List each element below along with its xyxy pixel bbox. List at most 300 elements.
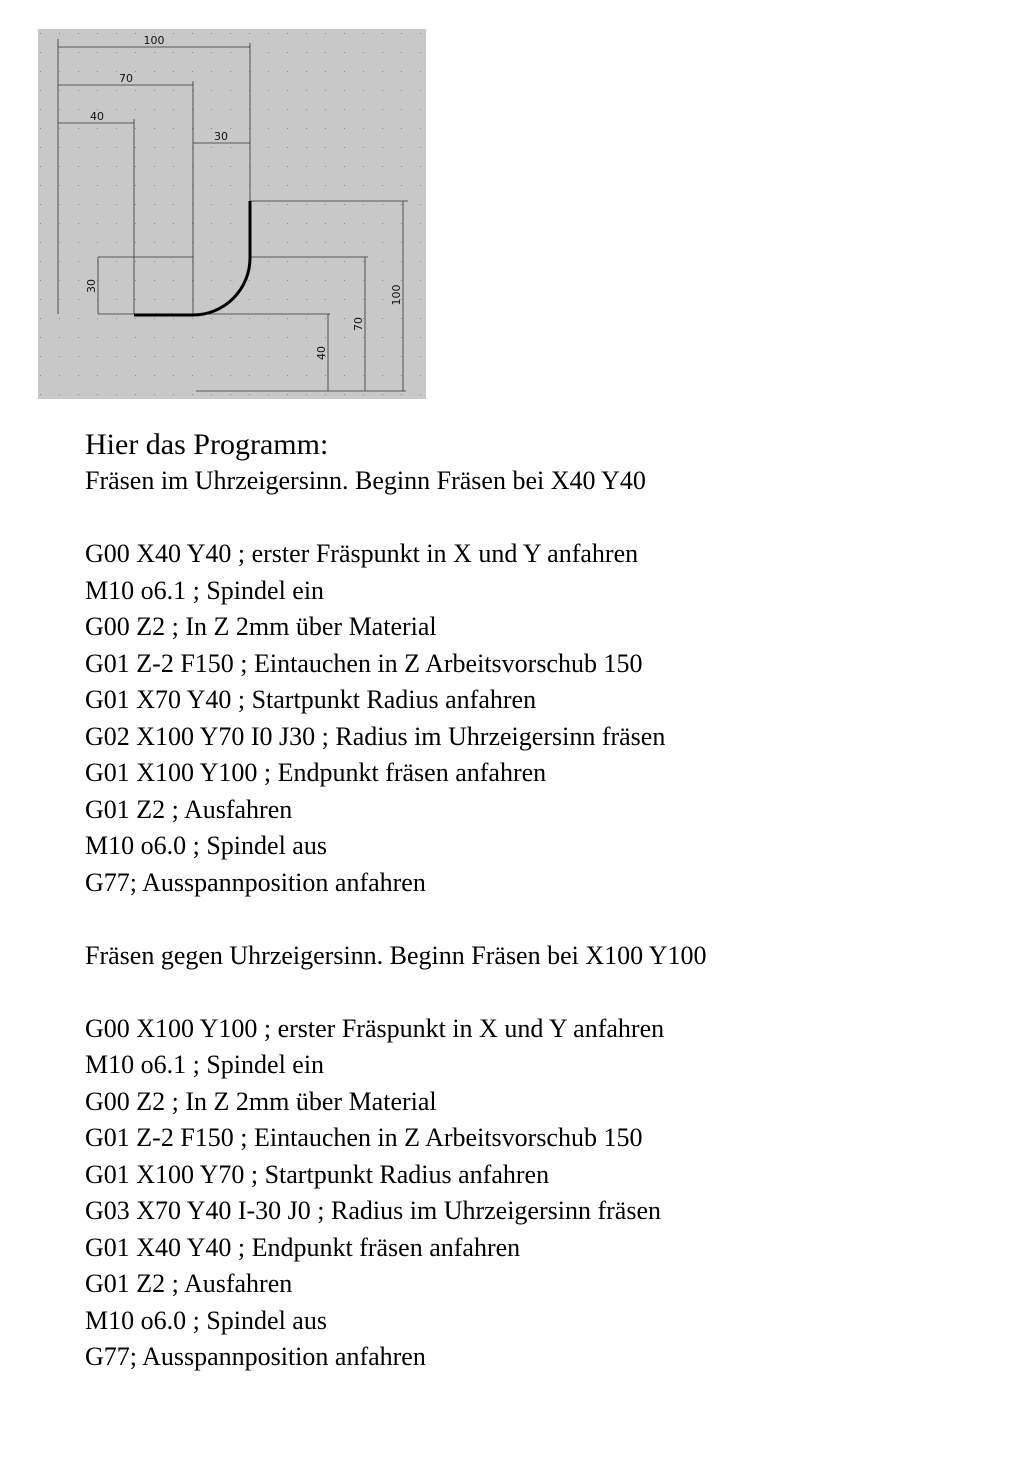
grid-dot bbox=[40, 356, 41, 357]
grid-dot bbox=[306, 299, 307, 300]
grid-dot bbox=[230, 90, 231, 91]
grid-dot bbox=[268, 128, 269, 129]
grid-dot bbox=[268, 299, 269, 300]
grid-dot bbox=[154, 166, 155, 167]
grid-dot bbox=[154, 318, 155, 319]
grid-dot bbox=[59, 375, 60, 376]
grid-dot bbox=[287, 90, 288, 91]
grid-dot bbox=[325, 52, 326, 53]
grid-dot bbox=[59, 242, 60, 243]
grid-dot bbox=[173, 261, 174, 262]
grid-dot bbox=[116, 375, 117, 376]
grid-dot bbox=[135, 166, 136, 167]
grid-dot bbox=[135, 128, 136, 129]
grid-dot bbox=[59, 394, 60, 395]
grid-dot bbox=[401, 261, 402, 262]
grid-dot bbox=[249, 337, 250, 338]
grid-dot bbox=[230, 242, 231, 243]
grid-dot bbox=[173, 356, 174, 357]
grid-dot bbox=[230, 128, 231, 129]
grid-dot bbox=[306, 33, 307, 34]
grid-dot bbox=[192, 71, 193, 72]
grid-dot bbox=[306, 337, 307, 338]
grid-dot bbox=[173, 375, 174, 376]
grid-dot bbox=[420, 52, 421, 53]
grid-dot bbox=[382, 261, 383, 262]
grid-dot bbox=[363, 394, 364, 395]
grid-dot bbox=[211, 394, 212, 395]
grid-dot bbox=[40, 71, 41, 72]
grid-dot bbox=[40, 204, 41, 205]
grid-dot bbox=[135, 147, 136, 148]
grid-dot bbox=[287, 128, 288, 129]
grid-dot bbox=[249, 318, 250, 319]
grid-dot bbox=[325, 280, 326, 281]
grid-dot bbox=[420, 375, 421, 376]
grid-dot bbox=[135, 204, 136, 205]
grid-dot bbox=[154, 223, 155, 224]
grid-dot bbox=[116, 337, 117, 338]
grid-dot bbox=[325, 318, 326, 319]
grid-dot bbox=[116, 90, 117, 91]
grid-dot bbox=[59, 356, 60, 357]
grid-dot bbox=[287, 375, 288, 376]
grid-dot bbox=[287, 166, 288, 167]
grid-dot bbox=[173, 52, 174, 53]
grid-dot bbox=[287, 223, 288, 224]
grid-dot bbox=[135, 242, 136, 243]
grid-dot bbox=[325, 337, 326, 338]
grid-dot bbox=[420, 223, 421, 224]
grid-dot bbox=[420, 280, 421, 281]
grid-dot bbox=[344, 33, 345, 34]
grid-dot bbox=[249, 280, 250, 281]
grid-dot bbox=[363, 33, 364, 34]
grid-dot bbox=[363, 337, 364, 338]
grid-dot bbox=[344, 299, 345, 300]
grid-dot bbox=[154, 185, 155, 186]
grid-dot bbox=[363, 52, 364, 53]
grid-dot bbox=[173, 242, 174, 243]
grid-dot bbox=[135, 261, 136, 262]
grid-dot bbox=[135, 90, 136, 91]
tool-path bbox=[134, 201, 250, 315]
grid-dot bbox=[135, 71, 136, 72]
grid-dot bbox=[211, 52, 212, 53]
grid-dot bbox=[78, 261, 79, 262]
grid-dot bbox=[344, 128, 345, 129]
grid-dot bbox=[287, 356, 288, 357]
grid-dot bbox=[230, 223, 231, 224]
grid-dot bbox=[116, 356, 117, 357]
grid-dot bbox=[287, 394, 288, 395]
section1-title: Fräsen im Uhrzeigersinn. Beginn Fräsen bei X40 Y40 bbox=[85, 466, 646, 495]
grid-dot bbox=[173, 128, 174, 129]
grid-dot bbox=[401, 318, 402, 319]
grid-dot bbox=[268, 394, 269, 395]
code-line: G77; Ausspannposition anfahren bbox=[85, 867, 426, 897]
grid-dot bbox=[78, 166, 79, 167]
grid-dot bbox=[78, 52, 79, 53]
grid-dot bbox=[382, 318, 383, 319]
grid-dot bbox=[382, 185, 383, 186]
grid-dot bbox=[230, 33, 231, 34]
grid-dot bbox=[40, 33, 41, 34]
grid-dot bbox=[97, 71, 98, 72]
grid-dot bbox=[287, 71, 288, 72]
grid-dot bbox=[173, 337, 174, 338]
grid-dot bbox=[192, 52, 193, 53]
grid-dot bbox=[382, 299, 383, 300]
grid-dot bbox=[306, 280, 307, 281]
grid-dot bbox=[268, 242, 269, 243]
grid-dot bbox=[344, 375, 345, 376]
grid-dot bbox=[230, 375, 231, 376]
grid-dot bbox=[344, 147, 345, 148]
grid-dot bbox=[78, 223, 79, 224]
grid-dots bbox=[40, 33, 421, 395]
grid-dot bbox=[344, 185, 345, 186]
grid-dot bbox=[287, 261, 288, 262]
grid-dot bbox=[59, 204, 60, 205]
grid-dot bbox=[344, 337, 345, 338]
code-line: M10 o6.0 ; Spindel aus bbox=[85, 1305, 327, 1335]
grid-dot bbox=[59, 33, 60, 34]
grid-dot bbox=[306, 394, 307, 395]
grid-dot bbox=[116, 166, 117, 167]
grid-dot bbox=[192, 375, 193, 376]
grid-dot bbox=[325, 375, 326, 376]
grid-dot bbox=[230, 356, 231, 357]
grid-dot bbox=[135, 394, 136, 395]
grid-dot bbox=[344, 109, 345, 110]
grid-dot bbox=[363, 147, 364, 148]
grid-dot bbox=[78, 128, 79, 129]
grid-dot bbox=[401, 356, 402, 357]
grid-dot bbox=[230, 394, 231, 395]
grid-dot bbox=[363, 223, 364, 224]
code-line: G01 Z2 ; Ausfahren bbox=[85, 1269, 293, 1298]
grid-dot bbox=[382, 128, 383, 129]
code-line: G01 Z-2 F150 ; Eintauchen in Z Arbeitsvorschub 150 bbox=[85, 648, 643, 678]
grid-dot bbox=[173, 280, 174, 281]
grid-dot bbox=[420, 109, 421, 110]
grid-dot bbox=[268, 337, 269, 338]
grid-dot bbox=[382, 337, 383, 338]
grid-dot bbox=[401, 337, 402, 338]
grid-dot bbox=[344, 223, 345, 224]
grid-dot bbox=[363, 166, 364, 167]
grid-dot bbox=[154, 71, 155, 72]
grid-dot bbox=[249, 356, 250, 357]
grid-dot bbox=[344, 394, 345, 395]
grid-dot bbox=[268, 261, 269, 262]
grid-dot bbox=[401, 90, 402, 91]
grid-dot bbox=[78, 280, 79, 281]
grid-dot bbox=[135, 318, 136, 319]
grid-dot bbox=[268, 52, 269, 53]
grid-dot bbox=[211, 318, 212, 319]
code-line: M10 o6.1 ; Spindel ein bbox=[85, 1050, 325, 1079]
grid-dot bbox=[230, 185, 231, 186]
grid-dot bbox=[287, 299, 288, 300]
grid-dot bbox=[40, 147, 41, 148]
grid-dot bbox=[40, 242, 41, 243]
grid-dot bbox=[154, 128, 155, 129]
code-line: G00 X100 Y100 ; erster Fräspunkt in X und Y anfahren bbox=[85, 1013, 665, 1043]
grid-dot bbox=[40, 185, 41, 186]
grid-dot bbox=[154, 375, 155, 376]
grid-dot bbox=[344, 90, 345, 91]
code-line: G01 X40 Y40 ; Endpunkt fräsen anfahren bbox=[85, 1232, 521, 1262]
grid-dot bbox=[59, 166, 60, 167]
code-line: G00 Z2 ; In Z 2mm über Material bbox=[85, 612, 437, 641]
grid-dot bbox=[363, 128, 364, 129]
grid-dot bbox=[192, 356, 193, 357]
grid-dot bbox=[78, 318, 79, 319]
grid-dot bbox=[249, 375, 250, 376]
grid-dot bbox=[78, 33, 79, 34]
grid-dot bbox=[344, 71, 345, 72]
grid-dot bbox=[116, 261, 117, 262]
grid-dot bbox=[401, 280, 402, 281]
grid-dot bbox=[211, 356, 212, 357]
grid-dot bbox=[116, 185, 117, 186]
grid-dot bbox=[382, 223, 383, 224]
grid-dot bbox=[173, 33, 174, 34]
grid-dot bbox=[78, 71, 79, 72]
grid-dot bbox=[59, 128, 60, 129]
grid-dot bbox=[59, 299, 60, 300]
grid-dot bbox=[40, 128, 41, 129]
grid-dot bbox=[306, 71, 307, 72]
grid-dot bbox=[287, 147, 288, 148]
grid-dot bbox=[230, 204, 231, 205]
grid-dot bbox=[325, 242, 326, 243]
grid-dot bbox=[97, 166, 98, 167]
grid-dot bbox=[173, 109, 174, 110]
grid-dot bbox=[268, 204, 269, 205]
grid-dot bbox=[97, 375, 98, 376]
grid-dot bbox=[230, 318, 231, 319]
code-line: G03 X70 Y40 I-30 J0 ; Radius im Uhrzeigersinn fräsen bbox=[85, 1196, 661, 1225]
grid-dot bbox=[97, 52, 98, 53]
dim-label-40-top: 40 bbox=[90, 110, 104, 123]
grid-dot bbox=[249, 299, 250, 300]
grid-dot bbox=[420, 337, 421, 338]
grid-dot bbox=[78, 375, 79, 376]
grid-dot bbox=[363, 299, 364, 300]
code-line: G00 X40 Y40 ; erster Fräspunkt in X und Y anfahren bbox=[85, 539, 639, 568]
grid-dot bbox=[325, 166, 326, 167]
grid-dot bbox=[382, 280, 383, 281]
grid-dot bbox=[363, 204, 364, 205]
grid-dot bbox=[154, 356, 155, 357]
grid-dot bbox=[401, 166, 402, 167]
code-line: M10 o6.1 ; Spindel ein bbox=[85, 575, 325, 605]
grid-dot bbox=[40, 261, 41, 262]
grid-dot bbox=[344, 356, 345, 357]
grid-dot bbox=[401, 185, 402, 186]
cad-drawing bbox=[38, 29, 426, 399]
grid-dot bbox=[268, 185, 269, 186]
grid-dot bbox=[287, 185, 288, 186]
grid-dot bbox=[230, 71, 231, 72]
program-heading: Hier das Programm: bbox=[85, 428, 329, 461]
dim-label-30-left: 30 bbox=[85, 279, 98, 293]
grid-dot bbox=[401, 71, 402, 72]
grid-dot bbox=[325, 109, 326, 110]
grid-dot bbox=[401, 128, 402, 129]
grid-dot bbox=[211, 337, 212, 338]
grid-dot bbox=[40, 337, 41, 338]
grid-dot bbox=[78, 109, 79, 110]
grid-dot bbox=[116, 394, 117, 395]
grid-dot bbox=[325, 128, 326, 129]
grid-dot bbox=[420, 71, 421, 72]
grid-dot bbox=[40, 318, 41, 319]
grid-dot bbox=[420, 185, 421, 186]
grid-dot bbox=[97, 204, 98, 205]
grid-dot bbox=[287, 52, 288, 53]
grid-dot bbox=[173, 90, 174, 91]
grid-dot bbox=[211, 242, 212, 243]
grid-dot bbox=[211, 204, 212, 205]
grid-dot bbox=[287, 33, 288, 34]
code-line: G01 X70 Y40 ; Startpunkt Radius anfahren bbox=[85, 685, 537, 714]
grid-dot bbox=[59, 337, 60, 338]
grid-dot bbox=[325, 299, 326, 300]
grid-dot bbox=[249, 394, 250, 395]
grid-dot bbox=[344, 52, 345, 53]
grid-dot bbox=[211, 375, 212, 376]
dim-label-100-top: 100 bbox=[143, 34, 165, 47]
grid-dot bbox=[344, 242, 345, 243]
grid-dot bbox=[97, 90, 98, 91]
grid-dot bbox=[135, 337, 136, 338]
grid-dot bbox=[344, 280, 345, 281]
grid-dot bbox=[363, 356, 364, 357]
grid-dot bbox=[78, 147, 79, 148]
grid-dot bbox=[382, 52, 383, 53]
grid-dot bbox=[173, 204, 174, 205]
grid-dot bbox=[382, 109, 383, 110]
grid-dot bbox=[116, 33, 117, 34]
code-line: G01 Z-2 F150 ; Eintauchen in Z Arbeitsvorschub 150 bbox=[85, 1123, 643, 1152]
code-line: G01 Z2 ; Ausfahren bbox=[85, 794, 293, 824]
grid-dot bbox=[325, 204, 326, 205]
grid-dot bbox=[363, 90, 364, 91]
grid-dot bbox=[192, 318, 193, 319]
grid-dot bbox=[59, 90, 60, 91]
grid-dot bbox=[306, 223, 307, 224]
grid-dot bbox=[97, 356, 98, 357]
grid-dot bbox=[135, 299, 136, 300]
grid-dot bbox=[135, 185, 136, 186]
grid-dot bbox=[306, 204, 307, 205]
grid-dot bbox=[211, 299, 212, 300]
grid-dot bbox=[116, 71, 117, 72]
grid-dot bbox=[154, 109, 155, 110]
grid-dot bbox=[287, 204, 288, 205]
section2-title: Fräsen gegen Uhrzeigersinn. Beginn Fräsen bei X100 Y100 bbox=[85, 940, 707, 970]
section1-code bbox=[85, 536, 985, 901]
grid-dot bbox=[116, 318, 117, 319]
grid-dot bbox=[154, 242, 155, 243]
grid-dot bbox=[173, 318, 174, 319]
grid-dot bbox=[97, 223, 98, 224]
grid-dot bbox=[192, 33, 193, 34]
grid-dot bbox=[173, 71, 174, 72]
grid-dot bbox=[420, 204, 421, 205]
spacer bbox=[85, 500, 985, 537]
grid-dot bbox=[59, 71, 60, 72]
grid-dot bbox=[287, 318, 288, 319]
grid-dot bbox=[249, 33, 250, 34]
grid-dot bbox=[78, 90, 79, 91]
grid-dot bbox=[325, 394, 326, 395]
code-line: G00 Z2 ; In Z 2mm über Material bbox=[85, 1086, 437, 1116]
grid-dot bbox=[306, 242, 307, 243]
grid-dot bbox=[363, 280, 364, 281]
grid-dot bbox=[382, 147, 383, 148]
grid-dot bbox=[306, 185, 307, 186]
dim-label-70-right: 70 bbox=[352, 317, 365, 331]
grid-dot bbox=[401, 147, 402, 148]
spacer bbox=[85, 901, 985, 938]
grid-dot bbox=[382, 33, 383, 34]
grid-dot bbox=[306, 90, 307, 91]
code-line: G01 X100 Y100 ; Endpunkt fräsen anfahren bbox=[85, 758, 547, 787]
code-line: M10 o6.0 ; Spindel aus bbox=[85, 831, 327, 860]
grid-dot bbox=[325, 147, 326, 148]
grid-dot bbox=[40, 375, 41, 376]
grid-dot bbox=[363, 375, 364, 376]
grid-dot bbox=[40, 299, 41, 300]
grid-dot bbox=[211, 147, 212, 148]
grid-dot bbox=[325, 261, 326, 262]
grid-dot bbox=[116, 109, 117, 110]
grid-dot bbox=[268, 90, 269, 91]
grid-dot bbox=[78, 356, 79, 357]
grid-dot bbox=[230, 261, 231, 262]
grid-dot bbox=[420, 166, 421, 167]
grid-dot bbox=[382, 242, 383, 243]
grid-dot bbox=[116, 223, 117, 224]
grid-dot bbox=[382, 394, 383, 395]
grid-dot bbox=[59, 147, 60, 148]
grid-dot bbox=[420, 394, 421, 395]
code-line: G01 X100 Y70 ; Startpunkt Radius anfahren bbox=[85, 1159, 550, 1189]
dim-label-30-top: 30 bbox=[214, 130, 228, 143]
grid-dot bbox=[325, 185, 326, 186]
grid-dot bbox=[287, 109, 288, 110]
grid-dot bbox=[97, 185, 98, 186]
grid-dot bbox=[306, 318, 307, 319]
grid-dot bbox=[344, 204, 345, 205]
grid-dot bbox=[268, 223, 269, 224]
grid-dot bbox=[401, 52, 402, 53]
grid-dot bbox=[59, 280, 60, 281]
grid-dot bbox=[325, 223, 326, 224]
grid-dot bbox=[40, 166, 41, 167]
grid-dot bbox=[40, 90, 41, 91]
grid-dot bbox=[306, 375, 307, 376]
grid-dot bbox=[211, 71, 212, 72]
grid-dot bbox=[78, 204, 79, 205]
grid-dot bbox=[211, 261, 212, 262]
dim-label-100-right: 100 bbox=[390, 284, 403, 306]
